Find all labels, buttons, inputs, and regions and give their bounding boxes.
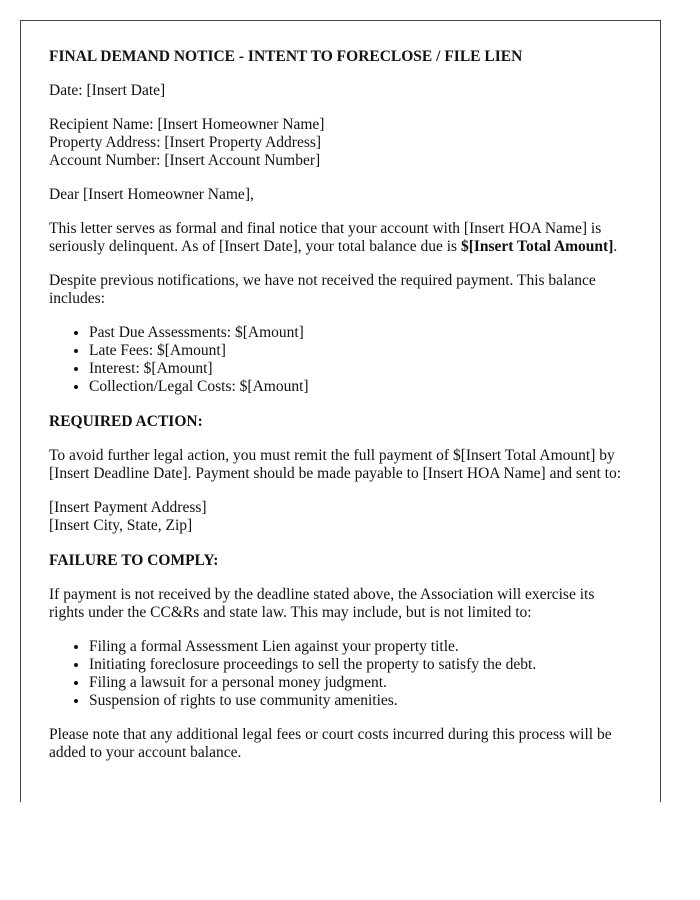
required-action-text: To avoid further legal action, you must remit the full payment of $[Insert Total Amount] by [Insert Deadline Date]. Payment should be made payable to [Insert HOA Name] and sent to:: [49, 447, 622, 482]
list-item: • Past Due Assessments: $[Amount]: [89, 324, 632, 342]
closing-note: Please note that any additional legal fees or court costs incurred during this process will be added to your account balance.: [49, 726, 612, 761]
account-number: Account Number: [Insert Account Number]: [49, 152, 321, 169]
failure-heading: FAILURE TO COMPLY:: [49, 552, 219, 569]
letter-page: [20, 20, 661, 802]
list-item: • Initiating foreclosure proceedings to sell the property to satisfy the debt.: [89, 656, 632, 674]
list-item: • Filing a lawsuit for a personal money judgment.: [89, 674, 632, 692]
consequences-list: [49, 638, 632, 710]
total-amount: $[Insert Total Amount]: [460, 238, 614, 255]
date-line: Date: [Insert Date]: [49, 82, 166, 99]
payment-address-line2: [Insert City, State, Zip]: [49, 517, 193, 534]
intro-end: .: [613, 238, 618, 255]
required-action-heading: REQUIRED ACTION:: [49, 413, 203, 430]
balance-intro: Despite previous notifications, we have not received the required payment. This balance includes:: [49, 272, 596, 307]
payment-address: [49, 499, 632, 535]
failure-text: If payment is not received by the deadline stated above, the Association will exercise its rights under the CC&Rs and state law. This may include, but is not limited to:: [49, 586, 595, 621]
balance-list: [49, 324, 632, 396]
recipient-block: [49, 116, 632, 170]
intro-text: This letter serves as formal and final notice that your account with [Insert HOA Name] is seriously delinquent. As of [Insert Date], your total balance due is: [49, 220, 602, 255]
intro-paragraph: [49, 220, 632, 256]
list-item: • Late Fees: $[Amount]: [89, 342, 632, 360]
salutation: Dear [Insert Homeowner Name],: [49, 186, 254, 203]
list-item: • Collection/Legal Costs: $[Amount]: [89, 378, 632, 396]
list-item: • Interest: $[Amount]: [89, 360, 632, 378]
payment-address-line1: [Insert Payment Address]: [49, 499, 207, 516]
notice-title: FINAL DEMAND NOTICE - INTENT TO FORECLOSE / FILE LIEN: [49, 48, 523, 65]
property-address: Property Address: [Insert Property Address]: [49, 134, 322, 151]
recipient-name: Recipient Name: [Insert Homeowner Name]: [49, 116, 325, 133]
list-item: • Filing a formal Assessment Lien against your property title.: [89, 638, 632, 656]
list-item: • Suspension of rights to use community amenities.: [89, 692, 632, 710]
